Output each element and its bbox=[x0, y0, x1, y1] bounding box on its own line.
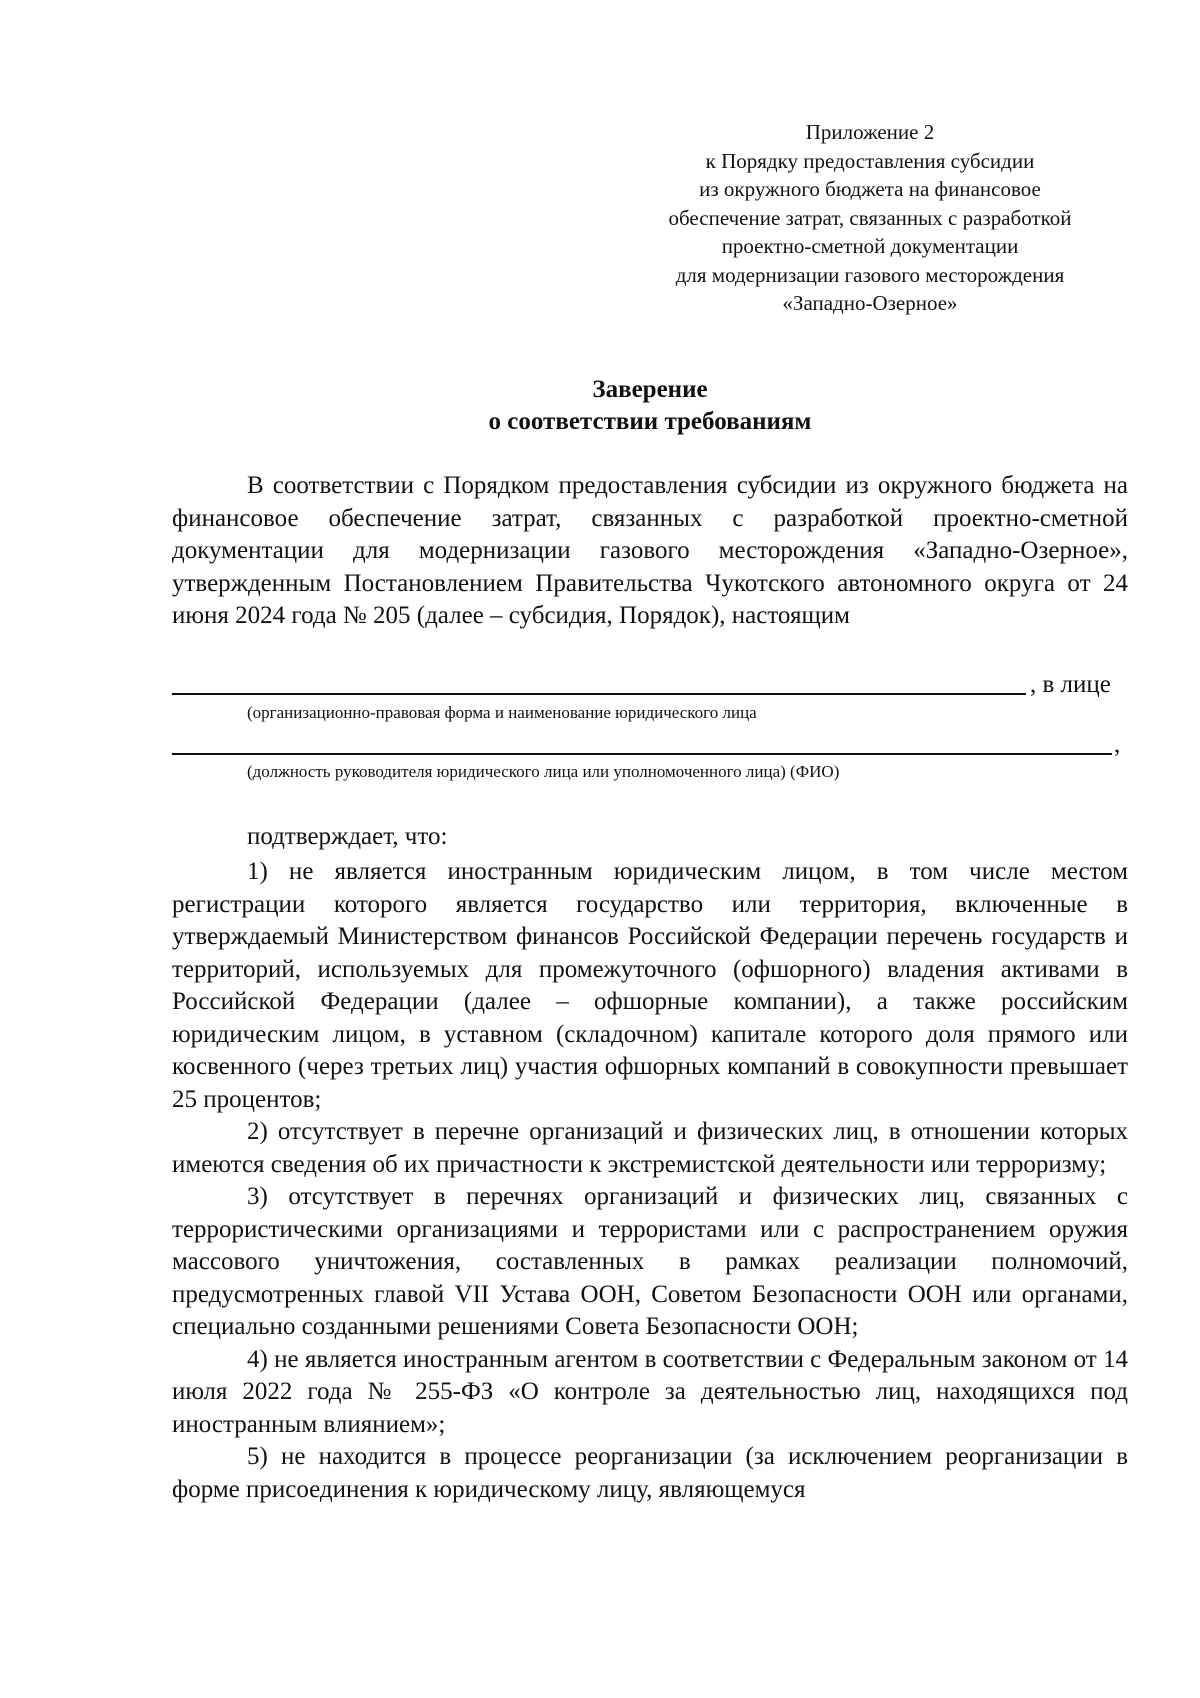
intro-paragraph: В соответствии с Порядком предоставления субсидии из окружного бюджета на финансовое обеспечение затрат, связанных с разработкой проектно-сметной документации для модернизации газового месторождения «Западно-Озерное», утвержденным Постановлением Правительства Чукотского автономного округа от 24 июня 2024 года № 205 (далее – субсидия, Порядок), настоящим bbox=[172, 472, 1128, 629]
title-line-2: о соответствии требованиям bbox=[488, 408, 812, 435]
appendix-header bbox=[620, 118, 1120, 318]
field1-suffix: , в лице bbox=[1030, 671, 1111, 698]
appendix-line: «Западно-Озерное» bbox=[782, 291, 958, 315]
condition-item: 5) не находится в процессе реорганизации (за исключением реорганизации в форме присоединения к юридическому лицу, являющемуся bbox=[172, 1443, 1128, 1503]
field2-suffix: , bbox=[1114, 731, 1121, 758]
conditions-list bbox=[172, 856, 1128, 1506]
field1-caption: (организационно-правовая форма и наименование юридического лица bbox=[247, 703, 757, 722]
appendix-line: обеспечение затрат, связанных с разработкой bbox=[668, 205, 1072, 230]
organization-name-field[interactable] bbox=[172, 693, 1026, 695]
condition-item: 2) отсутствует в перечне организаций и физических лиц, в отношении которых имеются сведения об их причастности к экстремистской деятельности или терроризму; bbox=[172, 1118, 1128, 1178]
condition-item: 1) не является иностранным юридическим лицом, в том числе местом регистрации которого является государство или территория, включенные в утверждаемый Министерством финансов Российской Федерации перечень государств и территорий, используемых для промежуточного (офшорного) владения активами в Российской Федерации (далее – офшорные компании), а также российским юридическим лицом, в уставном (складочном) капитале которого доля прямого или косвенного (через третьих лиц) участия офшорных компаний в совокупности превышает 25 процентов; bbox=[172, 858, 1128, 1113]
document-title bbox=[172, 374, 1128, 438]
appendix-line: к Порядку предоставления субсидии bbox=[705, 148, 1035, 173]
condition-item: 4) не является иностранным агентом в соответствии с Федеральным законом от 14 июля 2022 года № 255-ФЗ «О контроле за деятельностью лиц, находящихся под иностранным влиянием»; bbox=[172, 1345, 1128, 1438]
appendix-line: из окружного бюджета на финансовое bbox=[699, 177, 1041, 201]
appendix-line: для модернизации газового месторождения bbox=[675, 262, 1065, 287]
appendix-line: проектно-сметной документации bbox=[721, 234, 1019, 258]
title-line-1: Заверение bbox=[592, 376, 708, 403]
condition-item: 3) отсутствует в перечнях организаций и физических лиц, связанных с террористическими организациями и террористами или с распространением оружия массового уничтожения, составленных в рамках реализации полномочий, предусмотренных главой VII Устава ООН, Советом Безопасности ООН или органами, специально созданными решениями Совета Безопасности ООН; bbox=[172, 1183, 1128, 1340]
representative-field[interactable] bbox=[172, 753, 1112, 755]
confirms-label: подтверждает, что: bbox=[247, 823, 448, 850]
field2-caption: (должность руководителя юридического лица или уполномоченного лица) (ФИО) bbox=[247, 762, 840, 781]
intro-block bbox=[172, 470, 1128, 633]
appendix-line: Приложение 2 bbox=[805, 120, 935, 144]
